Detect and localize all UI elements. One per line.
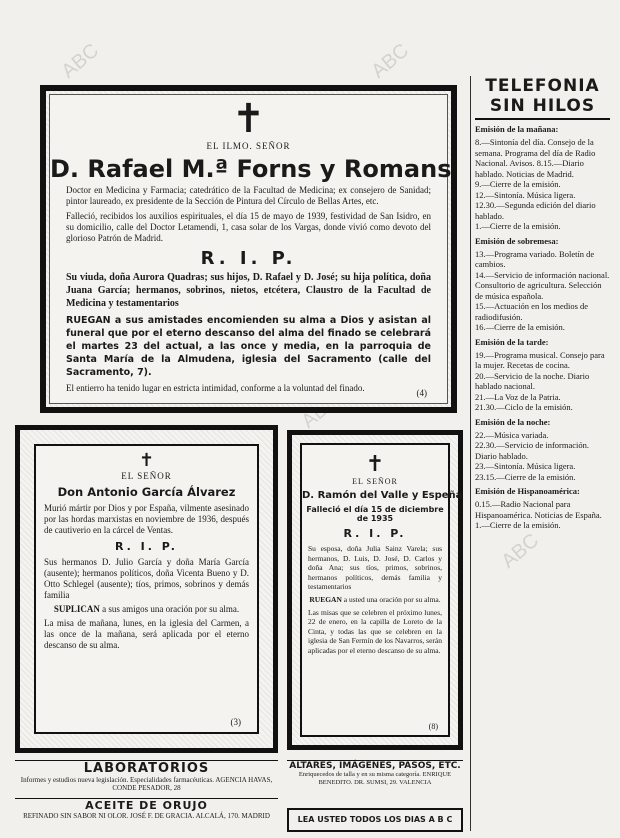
ad-title: ACEITE DE ORUJO: [85, 799, 208, 812]
cross-icon: ✝: [138, 450, 155, 470]
radio-sections: [475, 124, 610, 531]
mass-note: La misa de mañana, lunes, en la iglesia del Carmen, a las once de la mañana, será aplicada por el eterno descanso de su alma.: [44, 618, 249, 650]
deceased-description: Doctor en Medicina y Farmacia; catedrático de la Facultad de Medicina; ex consejero de Sanidad; pintor laureado, ex presidente de la Sección de Pintura del Círculo de Bellas Artes, etc.: [66, 185, 431, 206]
schedule-heading: Emisión de sobremesa:: [475, 235, 559, 246]
title-small: EL SEÑOR: [352, 477, 398, 486]
deceased-name: D. Rafael M.ª Forns y Romans: [50, 155, 452, 183]
cross-icon: ✝: [365, 451, 385, 476]
schedule-item: 22.—Música variada.: [475, 429, 549, 440]
schedule-item: 22.30.—Servicio de información. Diario hablado.: [475, 440, 590, 461]
ref-number: (8): [428, 722, 438, 731]
death-notice: Falleció, recibidos los auxilios espirituales, el día 15 de mayo de 1939, festividad de San Isidro, en su domicilio, calle del Doctor Letamendi, 1, casa solar de los Vargas, donde vivió como devoto del glorioso Patrón de Madrid.: [66, 211, 431, 243]
ad-text: REFINADO SIN SABOR NI OLOR. JOSÉ F. DE GRACIA. ALCALÁ, 170. MADRID: [23, 812, 270, 820]
schedule-item: 9.—Cierre de la emisión.: [475, 179, 561, 189]
schedule-item: 1.—Cierre de la emisión.: [475, 221, 561, 231]
left-obituary: [15, 425, 278, 753]
main-obituary: [40, 85, 457, 413]
request-text: a usted una oración por su alma.: [343, 594, 441, 604]
ad-text: Enriquecedos de talla y en su misma categoría. ENRIQUE BENEDITO. DR. SUMSI, 29. VALENCIA: [298, 771, 452, 786]
schedule-item: 12.30.—Segunda edición del diario hablado.: [475, 200, 596, 221]
deceased-name: D. Ramón del Valle y Espeña: [302, 490, 463, 501]
schedule-item: 15.—Actuación en los medios de radiodifusión.: [475, 301, 589, 322]
rip: R. I. P.: [114, 540, 178, 553]
title-small: EL SEÑOR: [121, 471, 172, 481]
title-small: EL ILMO. SEÑOR: [206, 141, 291, 151]
burial-note: El entierro ha tenido lugar en estricta intimidad, conforme a la voluntad del finado.: [66, 383, 365, 393]
rip: R. I. P.: [343, 527, 407, 540]
schedule-heading: Emisión de Hispanoamérica:: [475, 486, 580, 496]
ad-title: LABORATORIOS: [83, 761, 210, 776]
schedule-item: 23.—Sintonía. Música ligera.: [475, 461, 576, 471]
schedule-item: 21.—La Voz de la Patria.: [475, 391, 561, 402]
ref-number: (4): [416, 388, 427, 398]
radio-title: TELEFONIA: [485, 76, 600, 96]
ref-number: (3): [230, 717, 241, 727]
watermark-abc: ABC: [57, 39, 104, 83]
rip: R. I. P.: [200, 248, 297, 269]
watermark-abc: ABC: [497, 529, 544, 573]
schedule-item: 1.—Cierre de la emisión.: [475, 520, 561, 530]
ad-text: LEA USTED TODOS LOS DIAS A B C: [297, 815, 453, 824]
cross-icon: ✝: [231, 96, 266, 141]
schedule-item: 19.—Programa musical. Consejo para la mujer. Recetas de cocina.: [475, 349, 605, 370]
schedule-heading: Emisión de la noche:: [475, 416, 551, 427]
request-head: RUEGAN: [309, 594, 342, 604]
ad-text: Informes y estudios nueva legislación. Especialidades farmacéuticas. AGENCIA HAVAS, CONDE PESADOR, 28: [20, 776, 273, 792]
request-text: a sus amigos una oración por su alma.: [102, 604, 240, 614]
radio-subtitle: SIN HILOS: [475, 96, 610, 120]
schedule-item: 23.15.—Cierre de la emisión.: [475, 471, 576, 482]
ad-altares: [287, 760, 463, 801]
schedule-item: 14.—Servicio de información nacional. Consultorio de agricultura. Selección de música española.: [475, 269, 610, 301]
ad-aceite: [15, 798, 278, 835]
ad-laboratorios: [15, 760, 278, 797]
schedule-item: 20.—Servicio de la noche. Diario hablado nacional.: [475, 370, 590, 391]
radio-column: [470, 76, 610, 831]
funeral-request: RUEGAN a sus amistades encomienden su alma a Dios y asistan al funeral que por el eterno descanso del alma del finado se celebrará el martes 23 del actual, a las once y media, en la parroquia de Santa María de la Almudena, iglesia del Sacramento (calle del Sacramento, 7).: [66, 315, 431, 378]
mass-note: Las misas que se celebren el próximo lunes, 22 de enero, en la capilla de Loreto de la Cinta, y todas las que se celebren en la iglesia de San Fermín de los Navarros, serán aplicadas por el eterno descanso de su alma.: [308, 607, 442, 655]
schedule-item: 21.30.—Ciclo de la emisión.: [475, 402, 573, 412]
family-list: Su viuda, doña Aurora Quadras; sus hijos, D. Rafael y D. José; su hija política, doña Juana García; hermanos, sobrinos, nietos, etcétera, Claustro de la Facultad de Medicina y testamentarios: [66, 272, 431, 309]
schedule-item: 0.15.—Radio Nacional para Hispanoamérica. Noticias de España.: [475, 499, 602, 520]
watermark-abc: ABC: [367, 39, 414, 83]
schedule-item: 16.—Cierre de la emisión.: [475, 322, 565, 332]
ad-abc: [287, 808, 463, 832]
schedule-item: 12.—Sintonía. Música ligera.: [475, 189, 576, 200]
ad-title: ALTARES, IMÁGENES, PASOS, ETC.: [289, 761, 461, 771]
death-date: Falleció el día 15 de diciembre de 1935: [306, 505, 444, 523]
schedule-heading: Emisión de la mañana:: [475, 124, 559, 134]
request-head: SUPLICAN: [53, 604, 100, 614]
family-list: Sus hermanos D. Julio García y doña María García (ausente); hermanos políticos, doña Vicenta Bueno y D. Otto Schlegel (ausente); tíos, primos, sobrinos y demás familia: [44, 557, 249, 600]
schedule-item: 8.—Sintonía del día. Consejo de la semana. Programa del día de Radio Nacional. Avisos. 8.15.—Diario hablado. Noticias de Madrid.: [475, 137, 596, 179]
deceased-name: Don Antonio García Álvarez: [57, 485, 236, 499]
family-list: Su esposa, doña Julia Sainz Varela; sus hermanos, D. Luis, D. José, D. Carlos y doña Ana; sus tíos, primos, sobrinos, hermanos políticos, demás familia y testamentarios: [308, 544, 442, 591]
right-obituary: [287, 430, 463, 750]
deceased-description: Murió mártir por Dios y por España, vilmente asesinado por las hordas marxistas en noviembre de 1936, después de cautiverio en la cárcel de Ventas.: [44, 503, 249, 535]
schedule-item: 13.—Programa variado. Boletín de cambios.: [475, 248, 595, 269]
schedule-heading: Emisión de la tarde:: [475, 336, 549, 347]
